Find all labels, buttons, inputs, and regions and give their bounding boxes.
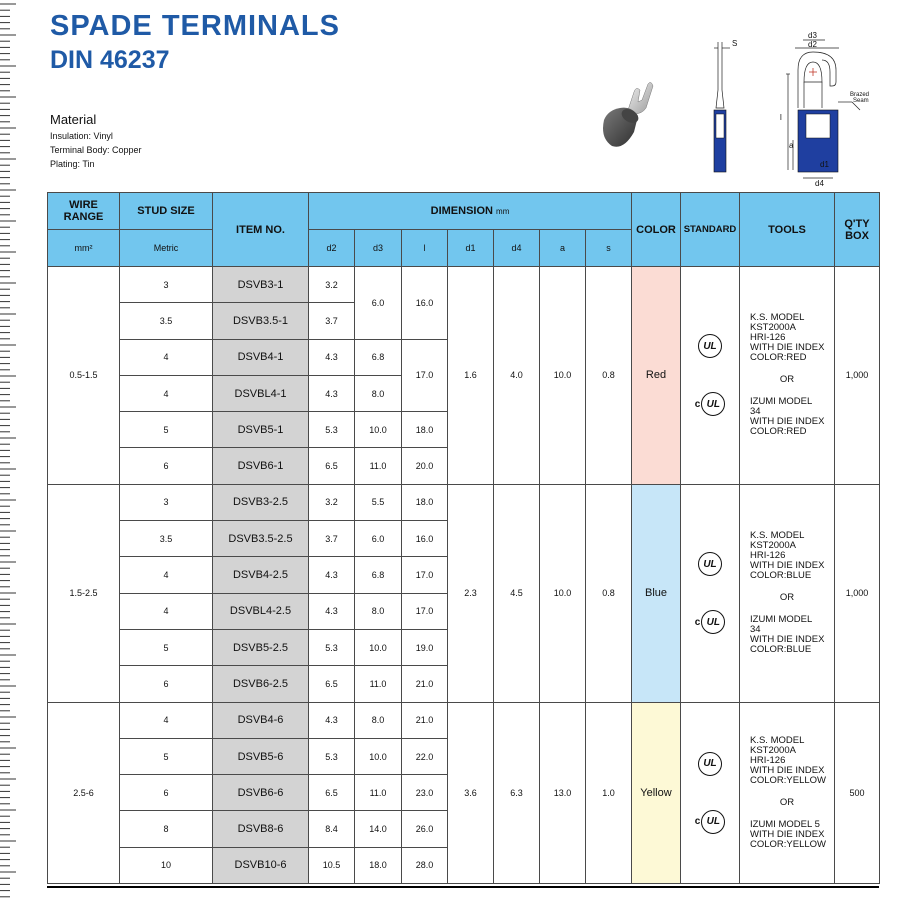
d3-cell: 5.5: [355, 484, 402, 520]
wire-range-cell: 0.5-1.5: [48, 267, 120, 485]
d3-cell: 6.8: [355, 339, 402, 375]
stud-size-cell: 4: [120, 702, 213, 738]
d2-cell: 6.5: [309, 448, 355, 484]
dim-label-d3: d3: [808, 31, 817, 40]
d4-cell: 4.0: [494, 267, 540, 485]
l-cell: 16.0: [402, 267, 448, 340]
l-cell: 21.0: [402, 702, 448, 738]
stud-size-cell: 3.5: [120, 521, 213, 557]
item-no-cell: DSVB3-1: [213, 267, 309, 303]
dim-label-d4: d4: [815, 179, 824, 188]
item-no-cell: DSVB5-1: [213, 412, 309, 448]
tools-cell: K.S. MODEL KST2000A HRI-126 WITH DIE INDEX COLOR:RED OR IZUMI MODEL 34 WITH DIE INDEX COLOR:RED: [740, 267, 835, 485]
d3-cell: 8.0: [355, 702, 402, 738]
d4-cell: 4.5: [494, 484, 540, 702]
d2-cell: 3.2: [309, 267, 355, 303]
margin-ruler: [0, 0, 18, 907]
header-color: COLOR: [632, 193, 681, 267]
header-tools: TOOLS: [740, 193, 835, 267]
s-cell: 0.8: [586, 484, 632, 702]
material-insulation: Insulation: Vinyl: [50, 131, 113, 141]
dim-label-brazed: Brazed: [850, 92, 870, 98]
item-no-cell: DSVB3.5-1: [213, 303, 309, 339]
stud-size-cell: 4: [120, 593, 213, 629]
header-d1: d1: [448, 230, 494, 267]
d2-cell: 3.2: [309, 484, 355, 520]
header-dimension: DIMENSION mm: [309, 193, 632, 230]
d3-cell: 6.0: [355, 521, 402, 557]
page-subtitle: DIN 46237: [50, 46, 170, 74]
stud-size-cell: 5: [120, 629, 213, 665]
qty-cell: 500: [835, 702, 880, 883]
item-no-cell: DSVB3.5-2.5: [213, 521, 309, 557]
header-mm2: mm²: [48, 230, 120, 267]
material-heading: Material: [50, 112, 97, 127]
item-no-cell: DSVB6-2.5: [213, 666, 309, 702]
d2-cell: 5.3: [309, 412, 355, 448]
material-plating: Plating: Tin: [50, 159, 95, 169]
item-no-cell: DSVB3-2.5: [213, 484, 309, 520]
d4-cell: 6.3: [494, 702, 540, 883]
wire-range-cell: 2.5-6: [48, 702, 120, 883]
l-cell: 18.0: [402, 412, 448, 448]
tools-cell: K.S. MODEL KST2000A HRI-126 WITH DIE INDEX COLOR:YELLOW OR IZUMI MODEL 5 WITH DIE INDEX COLOR:YELLOW: [740, 702, 835, 883]
d3-cell: 8.0: [355, 375, 402, 411]
wire-range-cell: 1.5-2.5: [48, 484, 120, 702]
l-cell: 18.0: [402, 484, 448, 520]
item-no-cell: DSVB4-6: [213, 702, 309, 738]
d2-cell: 6.5: [309, 666, 355, 702]
header-stud-size: STUD SIZE: [120, 193, 213, 230]
header-d2: d2: [309, 230, 355, 267]
dim-label-l: l: [780, 113, 782, 122]
stud-size-cell: 6: [120, 666, 213, 702]
cul-c-label: c: [694, 616, 701, 628]
cul-icon: UL: [701, 392, 725, 416]
stud-size-cell: 5: [120, 738, 213, 774]
table-row: [48, 267, 880, 303]
a-cell: 10.0: [540, 267, 586, 485]
item-no-cell: DSVB4-2.5: [213, 557, 309, 593]
cul-icon: UL: [701, 610, 725, 634]
stud-size-cell: 10: [120, 847, 213, 883]
l-cell: 17.0: [402, 557, 448, 593]
bottom-rule: [47, 886, 879, 888]
header-item-no: ITEM NO.: [213, 193, 309, 267]
color-cell: Red: [632, 267, 681, 485]
stud-size-cell: 4: [120, 375, 213, 411]
d3-cell: 6.8: [355, 557, 402, 593]
d2-cell: 8.4: [309, 811, 355, 847]
l-cell: 16.0: [402, 521, 448, 557]
stud-size-cell: 3: [120, 484, 213, 520]
stud-size-cell: 6: [120, 775, 213, 811]
item-no-cell: DSVB8-6: [213, 811, 309, 847]
header-standard: STANDARD: [681, 193, 740, 267]
d2-cell: 4.3: [309, 339, 355, 375]
d3-cell: 11.0: [355, 775, 402, 811]
l-cell: 19.0: [402, 629, 448, 665]
stud-size-cell: 4: [120, 557, 213, 593]
l-cell: 26.0: [402, 811, 448, 847]
stud-size-cell: 8: [120, 811, 213, 847]
color-cell: Blue: [632, 484, 681, 702]
standard-cell: [681, 484, 740, 702]
item-no-cell: DSVB5-2.5: [213, 629, 309, 665]
item-no-cell: DSVBL4-1: [213, 375, 309, 411]
tools-cell: K.S. MODEL KST2000A HRI-126 WITH DIE INDEX COLOR:BLUE OR IZUMI MODEL 34 WITH DIE INDEX COLOR:BLUE: [740, 484, 835, 702]
l-cell: 28.0: [402, 847, 448, 883]
d2-cell: 3.7: [309, 521, 355, 557]
header-metric: Metric: [120, 230, 213, 267]
d3-cell: 18.0: [355, 847, 402, 883]
stud-size-cell: 3: [120, 267, 213, 303]
d3-cell: 10.0: [355, 629, 402, 665]
dim-label-seam: Seam: [853, 98, 869, 104]
header-wire-range: WIRE RANGE: [48, 193, 120, 230]
header-d4: d4: [494, 230, 540, 267]
d3-cell: 11.0: [355, 666, 402, 702]
qty-cell: 1,000: [835, 484, 880, 702]
ul-icon: UL: [698, 752, 722, 776]
s-cell: 0.8: [586, 267, 632, 485]
page-title: SPADE TERMINALS: [50, 10, 340, 42]
l-cell: 17.0: [402, 339, 448, 412]
table-row: [48, 702, 880, 738]
item-no-cell: DSVB4-1: [213, 339, 309, 375]
dim-label-a: a: [789, 141, 794, 150]
a-cell: 13.0: [540, 702, 586, 883]
stud-size-cell: 6: [120, 448, 213, 484]
header-a: a: [540, 230, 586, 267]
item-no-cell: DSVBL4-2.5: [213, 593, 309, 629]
d1-cell: 3.6: [448, 702, 494, 883]
d2-cell: 6.5: [309, 775, 355, 811]
stud-size-cell: 4: [120, 339, 213, 375]
header-dimension-unit: mm: [496, 207, 510, 216]
cul-c-label: c: [694, 398, 701, 410]
d2-cell: 4.3: [309, 375, 355, 411]
s-cell: 1.0: [586, 702, 632, 883]
cul-c-label: c: [694, 816, 701, 828]
dim-label-d1: d1: [820, 160, 829, 169]
d3-cell: 10.0: [355, 738, 402, 774]
stud-size-cell: 3.5: [120, 303, 213, 339]
dim-label-d2: d2: [808, 40, 817, 49]
d2-cell: 5.3: [309, 629, 355, 665]
d2-cell: 4.3: [309, 557, 355, 593]
header-qty-box: Q'TY BOX: [835, 193, 880, 267]
l-cell: 20.0: [402, 448, 448, 484]
standard-cell: [681, 267, 740, 485]
l-cell: 21.0: [402, 666, 448, 702]
item-no-cell: DSVB5-6: [213, 738, 309, 774]
d1-cell: 1.6: [448, 267, 494, 485]
spade-terminal-table: [47, 192, 880, 884]
d3-cell: 8.0: [355, 593, 402, 629]
l-cell: 17.0: [402, 593, 448, 629]
item-no-cell: DSVB6-6: [213, 775, 309, 811]
d1-cell: 2.3: [448, 484, 494, 702]
standard-cell: [681, 702, 740, 883]
ul-icon: UL: [698, 334, 722, 358]
d3-cell: 14.0: [355, 811, 402, 847]
item-no-cell: DSVB10-6: [213, 847, 309, 883]
d3-cell: 6.0: [355, 267, 402, 340]
qty-cell: 1,000: [835, 267, 880, 485]
table-row: [48, 484, 880, 520]
d3-cell: 11.0: [355, 448, 402, 484]
header-d3: d3: [355, 230, 402, 267]
color-cell: Yellow: [632, 702, 681, 883]
d2-cell: 5.3: [309, 738, 355, 774]
d2-cell: 10.5: [309, 847, 355, 883]
spade-terminal-drawing: [700, 30, 890, 190]
d2-cell: 4.3: [309, 593, 355, 629]
dim-label-s: S: [732, 39, 738, 48]
d3-cell: 10.0: [355, 412, 402, 448]
header-l: l: [402, 230, 448, 267]
cul-icon: UL: [701, 810, 725, 834]
d2-cell: 3.7: [309, 303, 355, 339]
item-no-cell: DSVB6-1: [213, 448, 309, 484]
material-body: Terminal Body: Copper: [50, 145, 142, 155]
l-cell: 23.0: [402, 775, 448, 811]
stud-size-cell: 5: [120, 412, 213, 448]
a-cell: 10.0: [540, 484, 586, 702]
header-s: s: [586, 230, 632, 267]
l-cell: 22.0: [402, 738, 448, 774]
ul-icon: UL: [698, 552, 722, 576]
d2-cell: 4.3: [309, 702, 355, 738]
spade-terminal-photo: [590, 80, 670, 150]
